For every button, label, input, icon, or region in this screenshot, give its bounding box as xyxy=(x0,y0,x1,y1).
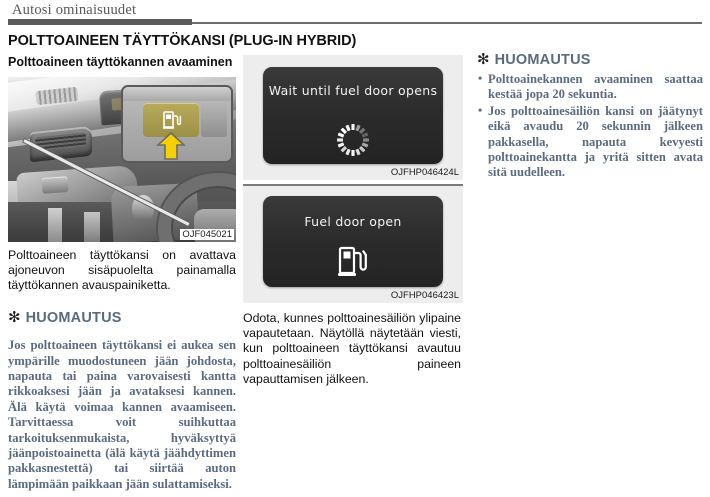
right-column xyxy=(477,52,703,182)
asterisk-icon: ✻ xyxy=(477,50,490,68)
callout-adjacent-panel xyxy=(201,103,227,137)
middle-body-text: Odota, kunnes polttoainesäiliön ylipaine vapautetaan. Näytöllä näytetään viesti, kun polttoaineen täyttökansi avautuu polttoainesäiliön paineen vapauttamisen jälkeen. xyxy=(243,311,461,386)
note-title: HUOMAUTUS xyxy=(25,309,122,326)
display-screen-open xyxy=(263,196,443,287)
note-title: HUOMAUTUS xyxy=(494,52,591,68)
page-title: POLTTOAINEEN TÄYTTÖKANSI (PLUG-IN HYBRID) xyxy=(8,33,357,49)
seat-edge xyxy=(48,208,62,242)
header-rule-thick xyxy=(8,19,192,25)
left-column xyxy=(8,55,236,497)
fuel-door-button-callout xyxy=(121,85,233,163)
display-2-code: OJFHP046423L xyxy=(390,290,459,301)
car-interior-photo xyxy=(8,77,236,242)
list-item: • Jos polttoainesäiliön kansi on jäätynyt eikä avaudu 20 sekunnin jälkeen pakkasella, napauta kevyesti polttoainekantta ja yritä sitten avata sitä uudelleen. xyxy=(477,104,703,181)
callout-trim xyxy=(123,87,231,101)
car-interior-figure xyxy=(8,77,236,242)
fuel-pump-icon xyxy=(161,109,183,131)
middle-column xyxy=(243,55,463,387)
left-body-text: Polttoaineen täyttökansi on avattava ajoneuvon sisäpuolelta painamalla täyttökannen avauspainiketta. xyxy=(8,248,236,293)
section-subtitle: Polttoaineen täyttökannen avaaminen xyxy=(8,55,233,69)
display-1-code: OJFHP046424L xyxy=(390,167,459,178)
display-panel-1-wrap xyxy=(243,55,463,180)
display-panel-2-wrap xyxy=(243,186,463,303)
left-note-body: Jos polttoaineen täyttökansi ei aukea sen ympärille muodostuneen jään johdosta, napauta tai paina varovaisesti kantta rikkoaksesi jään ja avataksesi kannen. Älä käytä voimaa kannen avaamiseen. Tarvittaessa voit suihkuttaa tarkoituksenmukaista, hyväksyttyä jäänpoistoainetta (älä käytä jäähdyttimen pakkasnestettä) tai siirtää auton lämpimään paikkaan jään sulattamiseksi. xyxy=(8,338,236,491)
screen-message-1: Wait until fuel door opens xyxy=(268,83,438,98)
list-item: • Polttoainekannen avaaminen saattaa kestää jopa 20 sekuntia. xyxy=(477,72,703,103)
running-header: Autosi ominaisuudet xyxy=(12,2,137,18)
figure-code: OJF045021 xyxy=(182,229,232,240)
left-note-heading xyxy=(8,307,236,326)
up-arrow-icon xyxy=(156,132,186,160)
right-note-heading xyxy=(477,52,703,68)
loading-spinner-icon xyxy=(336,123,370,157)
fuel-door-release-button xyxy=(41,176,68,194)
fuel-pump-icon xyxy=(336,244,370,280)
screen-message-2: Fuel door open xyxy=(304,214,402,229)
asterisk-icon: ✻ xyxy=(8,307,21,326)
right-note-list xyxy=(477,72,703,181)
header-rule-thin xyxy=(192,22,702,24)
display-screen-waiting xyxy=(263,67,443,164)
center-pillar xyxy=(84,212,100,242)
